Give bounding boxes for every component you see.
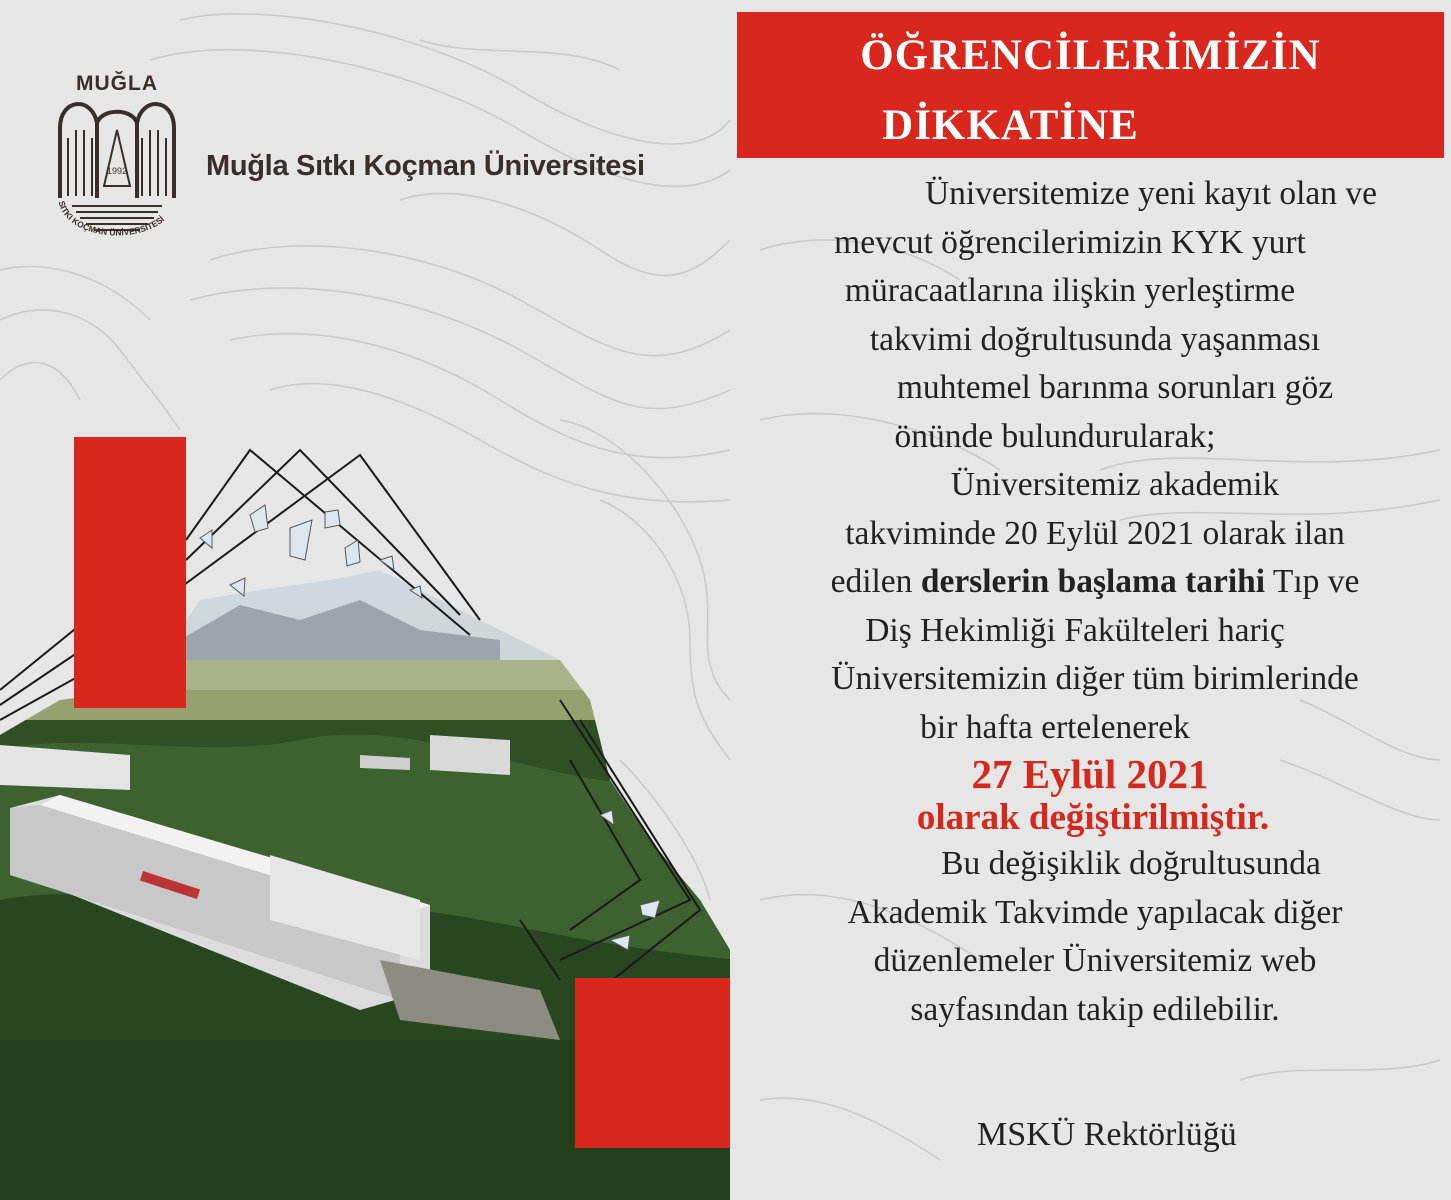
title-line-1: ÖĞRENCİLERİMİZİN [860,32,1321,79]
svg-text:1992: 1992 [106,166,128,176]
body-line: önünde bulundurularak; [894,417,1216,455]
body-line: Üniversitemiz akademik [950,466,1280,503]
body-line: takviminde 20 Eylül 2021 olarak ilan [845,514,1345,552]
changed-notice: olarak değiştirilmiştir. [916,797,1270,838]
emphasized-text: derslerin başlama tarihi [920,563,1266,600]
title-banner [737,12,1444,158]
accent-red-block [575,978,730,1148]
body-line: muhtemel barınma sorunları göz [896,369,1334,406]
body-line: mevcut öğrencilerimizin KYK yurt [834,223,1306,261]
body-line: Üniversitemize yeni kayıt olan ve [924,175,1378,212]
signature: MSKÜ Rektörlüğü [977,1116,1237,1153]
body-line: bir hafta ertelenerek [920,708,1190,746]
body-line: Diş Hekimliği Fakülteleri hariç [865,611,1285,649]
svg-text:SITKI KOÇMAN ÜNİVERSİTESİ: SITKI KOÇMAN ÜNİVERSİTESİ [56,199,167,238]
title-line-2: DİKKATİNE [882,102,1139,149]
university-name: Muğla Sıtkı Koçman Üniversitesi [206,150,645,182]
notice-body [745,170,1445,1034]
body-line: Bu değişiklik doğrultusunda [941,845,1321,882]
body-line: müracaatlarına ilişkin yerleştirme [844,272,1296,309]
accent-red-block [74,437,186,708]
body-line: Akademik Takvimde yapılacak diğer [847,893,1343,931]
body-line: takvimi doğrultusunda yaşanması [869,320,1321,358]
body-line: düzenlemeler Üniversitemiz web [873,942,1317,979]
body-line: edilen derslerin başlama tarihi Tıp ve [830,563,1360,600]
body-line: sayfasından takip edilebilir. [910,990,1280,1028]
svg-text:MUĞLA: MUĞLA [76,72,158,95]
body-line: Üniversitemizin diğer tüm birimlerinde [831,660,1359,697]
new-start-date: 27 Eylül 2021 [971,751,1209,797]
